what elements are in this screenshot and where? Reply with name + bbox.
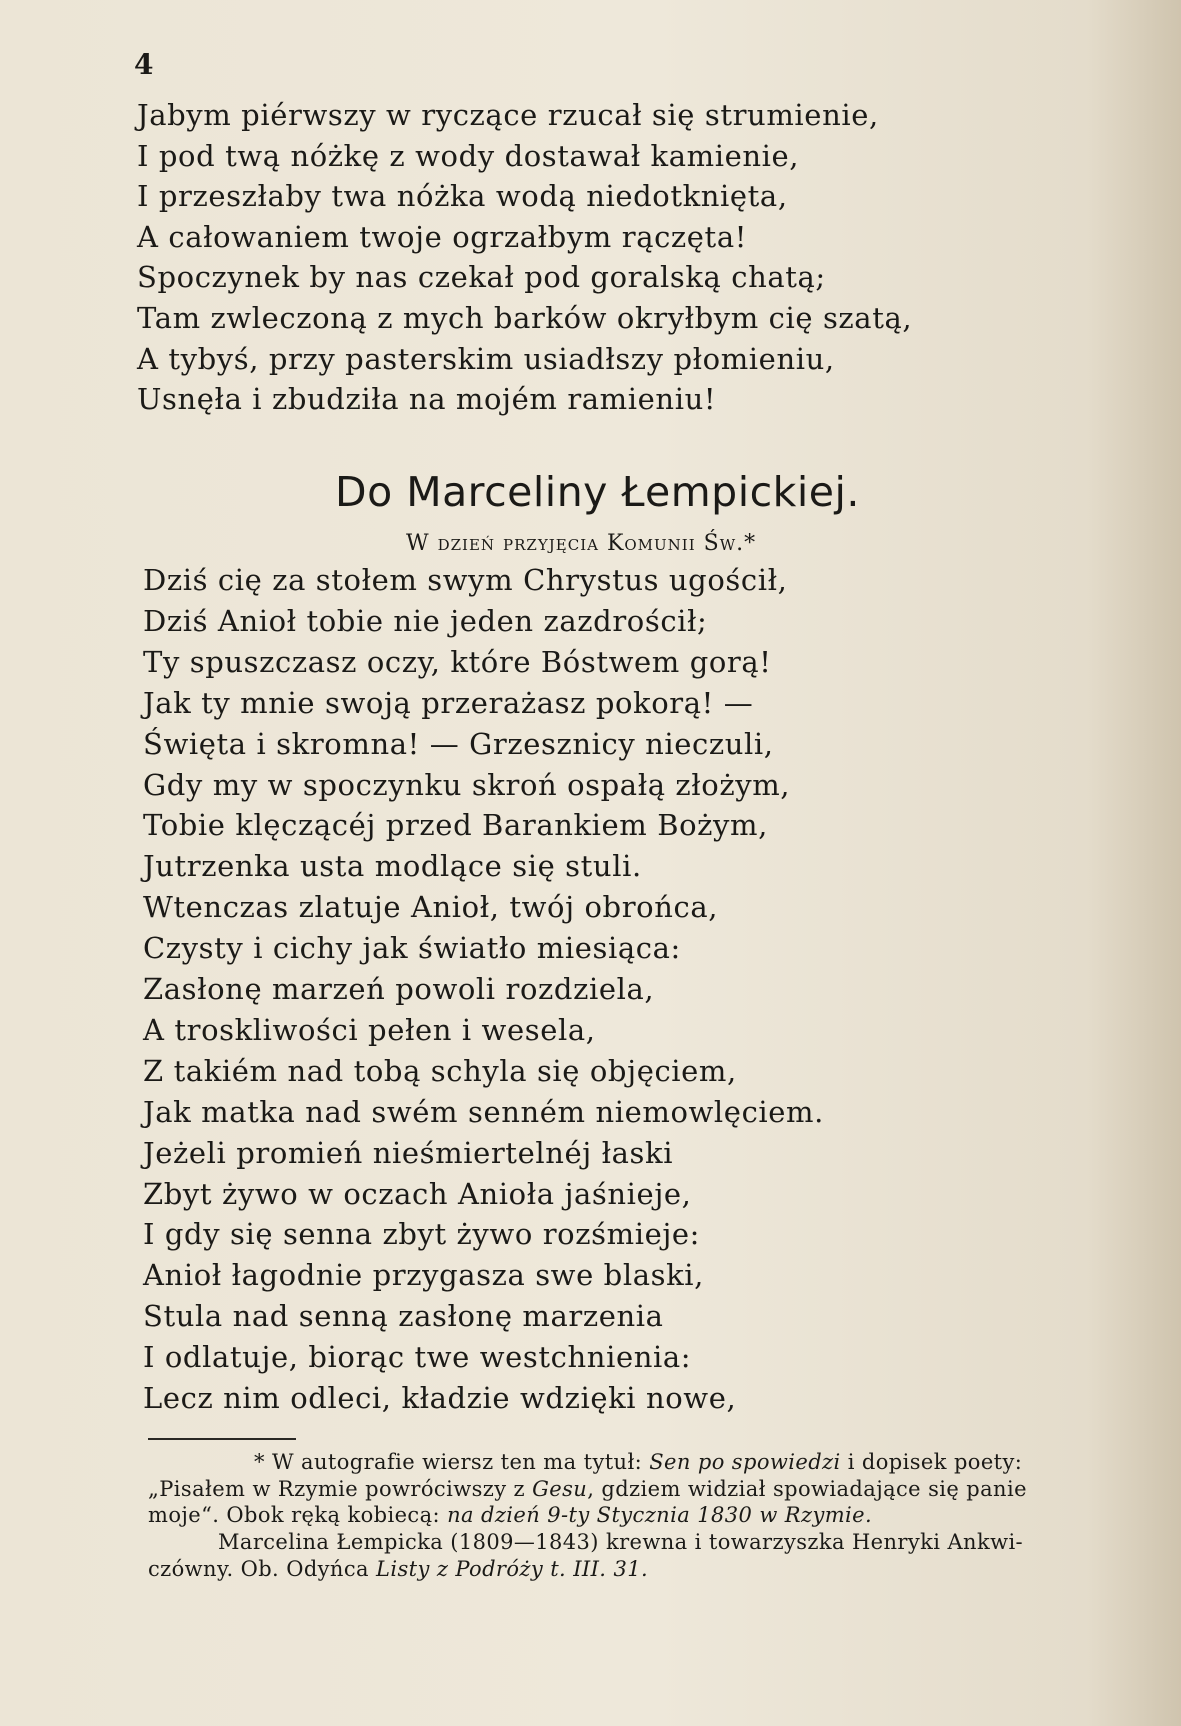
verse-line: Czysty i cichy jak światło miesiąca:: [143, 931, 681, 966]
page-number: 4: [134, 48, 154, 81]
verse-line: I gdy się senna zbyt żywo rozśmieje:: [143, 1217, 701, 1252]
footnote-rule: [148, 1438, 296, 1440]
verse-line: Lecz nim odleci, kładzie wdzięki nowe,: [143, 1381, 737, 1415]
verse-line: Spoczynek by nas czekał pod goralską chatą;: [137, 260, 826, 295]
footnote-line: moje“. Obok ręką kobiecą: na dzień 9-ty Stycznia 1830 w Rzymie.: [148, 1503, 873, 1527]
verse-line: Jabym piérwszy w ryczące rzucał się strumienie,: [137, 98, 879, 132]
verse-line: I pod twą nóżkę z wody dostawał kamienie,: [137, 138, 800, 173]
verse-line: Tam zwleczoną z mych barków okryłbym cię szatą,: [137, 301, 913, 335]
verse-line: I odlatuje, biorąc twe westchnienia:: [143, 1340, 692, 1375]
verse-line: Zasłonę marzeń powoli rozdziela,: [143, 972, 655, 1006]
verse-line: Wtenczas zlatuje Anioł, twój obrońca,: [143, 890, 719, 925]
verse-line: Jutrzenka usta modlące się stuli.: [143, 849, 642, 884]
verse-line: Usnęła i zbudziła na mojém ramieniu!: [137, 382, 717, 417]
footnote-line: Marcelina Łempicka (1809—1843) krewna i towarzyszka Henryki Ankwi-: [218, 1530, 1024, 1554]
verse-line: Z takiém nad tobą schyla się objęciem,: [143, 1053, 737, 1088]
verse-line: A całowaniem twoje ogrzałbym rączęta!: [137, 219, 747, 254]
verse-line: Święta i skromna! — Grzesznicy nieczuli,: [143, 726, 774, 761]
verse-line: A tybyś, przy pasterskim usiadłszy płomieniu,: [137, 341, 835, 376]
verse-line: I przeszłaby twa nóżka wodą niedotknięta,: [137, 179, 788, 214]
verse-line: Jak ty mnie swoją przerażasz pokorą! —: [143, 685, 754, 720]
poem-title: Do Marceliny Łempickiej.: [335, 468, 860, 516]
verse-line: Jak matka nad swém senném niemowlęciem.: [143, 1094, 824, 1129]
verse-line: Zbyt żywo w oczach Anioła jaśnieje,: [143, 1176, 692, 1211]
verse-line: Stula nad senną zasłonę marzenia: [143, 1299, 664, 1334]
verse-line: Ty spuszczasz oczy, które Bóstwem gorą!: [143, 644, 772, 679]
verse-line: Tobie klęczącéj przed Barankiem Bożym,: [143, 808, 768, 843]
verse-line: Gdy my w spoczynku skroń ospałą złożym,: [143, 767, 791, 802]
verse-line: A troskliwości pełen i wesela,: [143, 1012, 596, 1047]
verse-line: Anioł łagodnie przygasza swe blaski,: [143, 1258, 704, 1293]
poem-subtitle: W dzień przyjęcia Komunii Św.*: [406, 531, 757, 556]
verse-line: Jeżeli promień nieśmiertelnéj łaski: [143, 1135, 674, 1170]
footnote-line: „Pisałem w Rzymie powróciwszy z Gesu, gdziem widział spowiadające się panie: [148, 1477, 1027, 1501]
footnote-line: * W autografie wiersz ten ma tytuł: Sen po spowiedzi i dopisek poety:: [254, 1450, 1023, 1474]
verse-line: Dziś cię za stołem swym Chrystus ugościł,: [143, 563, 788, 597]
footnote-line: czówny. Ob. Odyńca Listy z Podróży t. III. 31.: [148, 1557, 649, 1581]
verse-line: Dziś Anioł tobie nie jeden zazdrościł;: [143, 603, 708, 638]
